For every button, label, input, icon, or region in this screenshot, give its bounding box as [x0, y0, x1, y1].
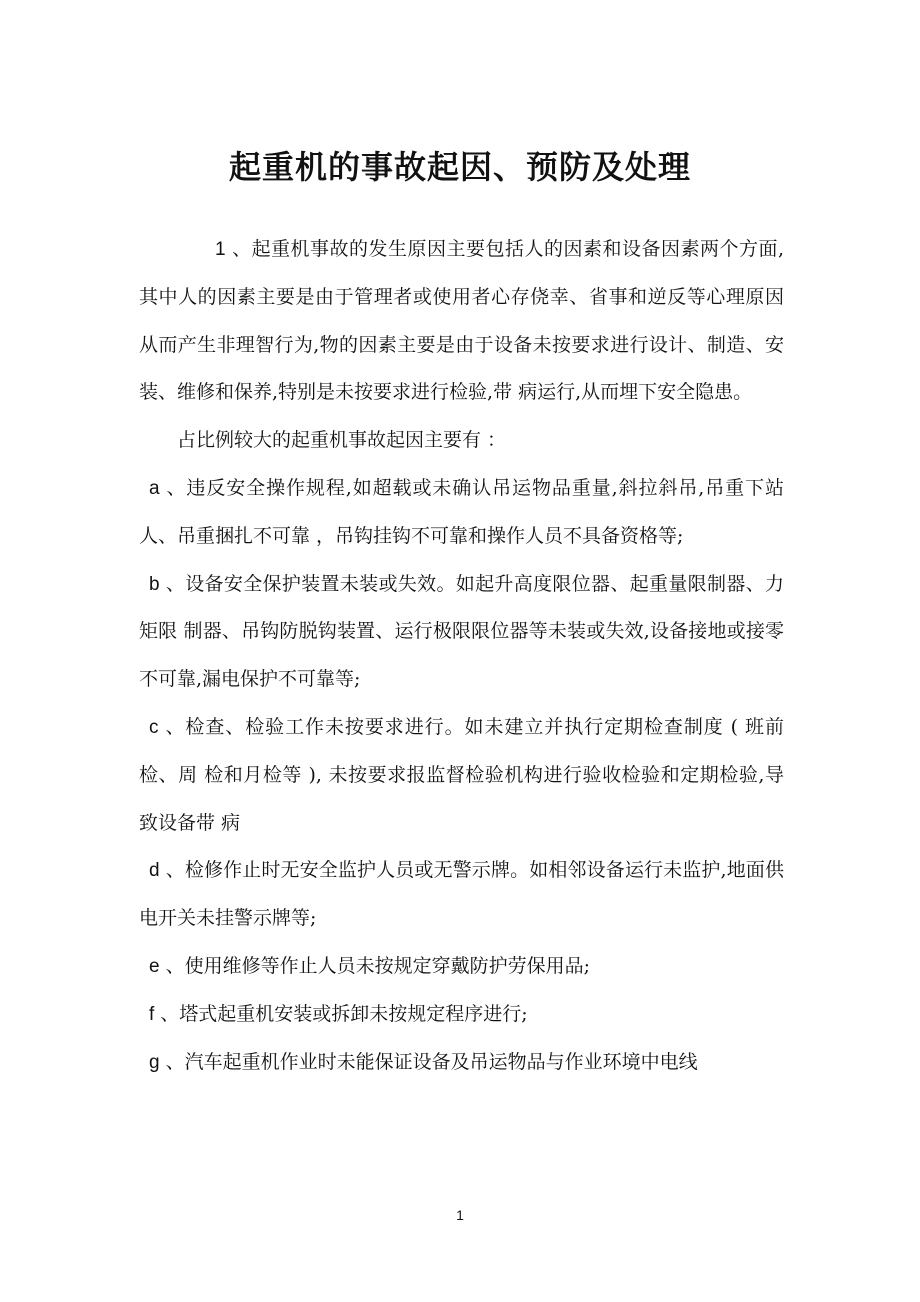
page-number: 1 [456, 1207, 464, 1223]
paragraph-text: 、塔式起重机安装或拆卸未按规定程序进行; [160, 1002, 528, 1025]
paragraph-label: 1 [215, 239, 226, 260]
paragraph-text: 、检修作止时无安全监护人员或无警示牌。如相邻设备运行未监护,地面供电开关未挂警示牌等; [139, 859, 784, 930]
paragraph-text: 、违反安全操作规程,如超载或未确认吊运物品重量,斜拉斜吊,吊重下站人、吊重捆扎不可靠 ，吊钩挂钩不可靠和操作人员不具备资格等; [139, 476, 784, 547]
paragraph-text: 、设备安全保护装置未装或失效。如起升高度限位器、起重量限制器、力矩限 制器、吊钩防脱钩装置、运行极限限位器等未装或失效,设备接地或接零不可靠,漏电保护不可靠等; [139, 572, 784, 691]
paragraph-c [139, 704, 784, 847]
paragraph-text: 、使用维修等作止人员未按规定穿戴防护劳保用品; [165, 954, 590, 977]
paragraph-label: f [149, 1003, 155, 1025]
paragraph-text: 、起重机事故的发生原因主要包括人的因素和设备因素两个方面,其中人的因素主要是由于管理者或使用者心存侥幸、省事和逆反等心理原因从而产生非理智行为,物的因素主要是由于设备未按要求进行设计、制造、安装、维修和保养,特别是未按要求进行检验,带 病运行,从而埋下安全隐患。 [139, 238, 784, 404]
paragraph-text: 、汽车起重机作业时未能保证设备及吊运物品与作业环境中电线 [165, 1050, 698, 1073]
paragraph-a [139, 465, 784, 561]
paragraph-summary [139, 417, 784, 465]
paragraph-g [139, 1039, 784, 1087]
paragraph-label: b [149, 573, 160, 595]
paragraph-text: 占比例较大的起重机事故起因主要有 ： [177, 429, 507, 452]
document-title: 起重机的事故起因、预防及处理 [228, 148, 691, 186]
paragraph-b [139, 561, 784, 704]
paragraph-label: g [149, 1051, 160, 1073]
paragraph-1 [139, 226, 784, 417]
paragraph-e [139, 943, 784, 991]
paragraph-text: 、检查、检验工作未按要求进行。如未建立并执行定期检查制度 ( 班前检、周 检和月检等 ), 未按要求报监督检验机构进行验收检验和定期检验,导致设备带 病 [139, 715, 784, 834]
paragraph-label: d [149, 860, 160, 882]
paragraph-f [139, 991, 784, 1039]
document-body [139, 226, 784, 1086]
paragraph-label: c [149, 716, 159, 738]
paragraph-label: a [149, 477, 160, 499]
paragraph-d [139, 847, 784, 943]
paragraph-label: e [149, 955, 160, 977]
